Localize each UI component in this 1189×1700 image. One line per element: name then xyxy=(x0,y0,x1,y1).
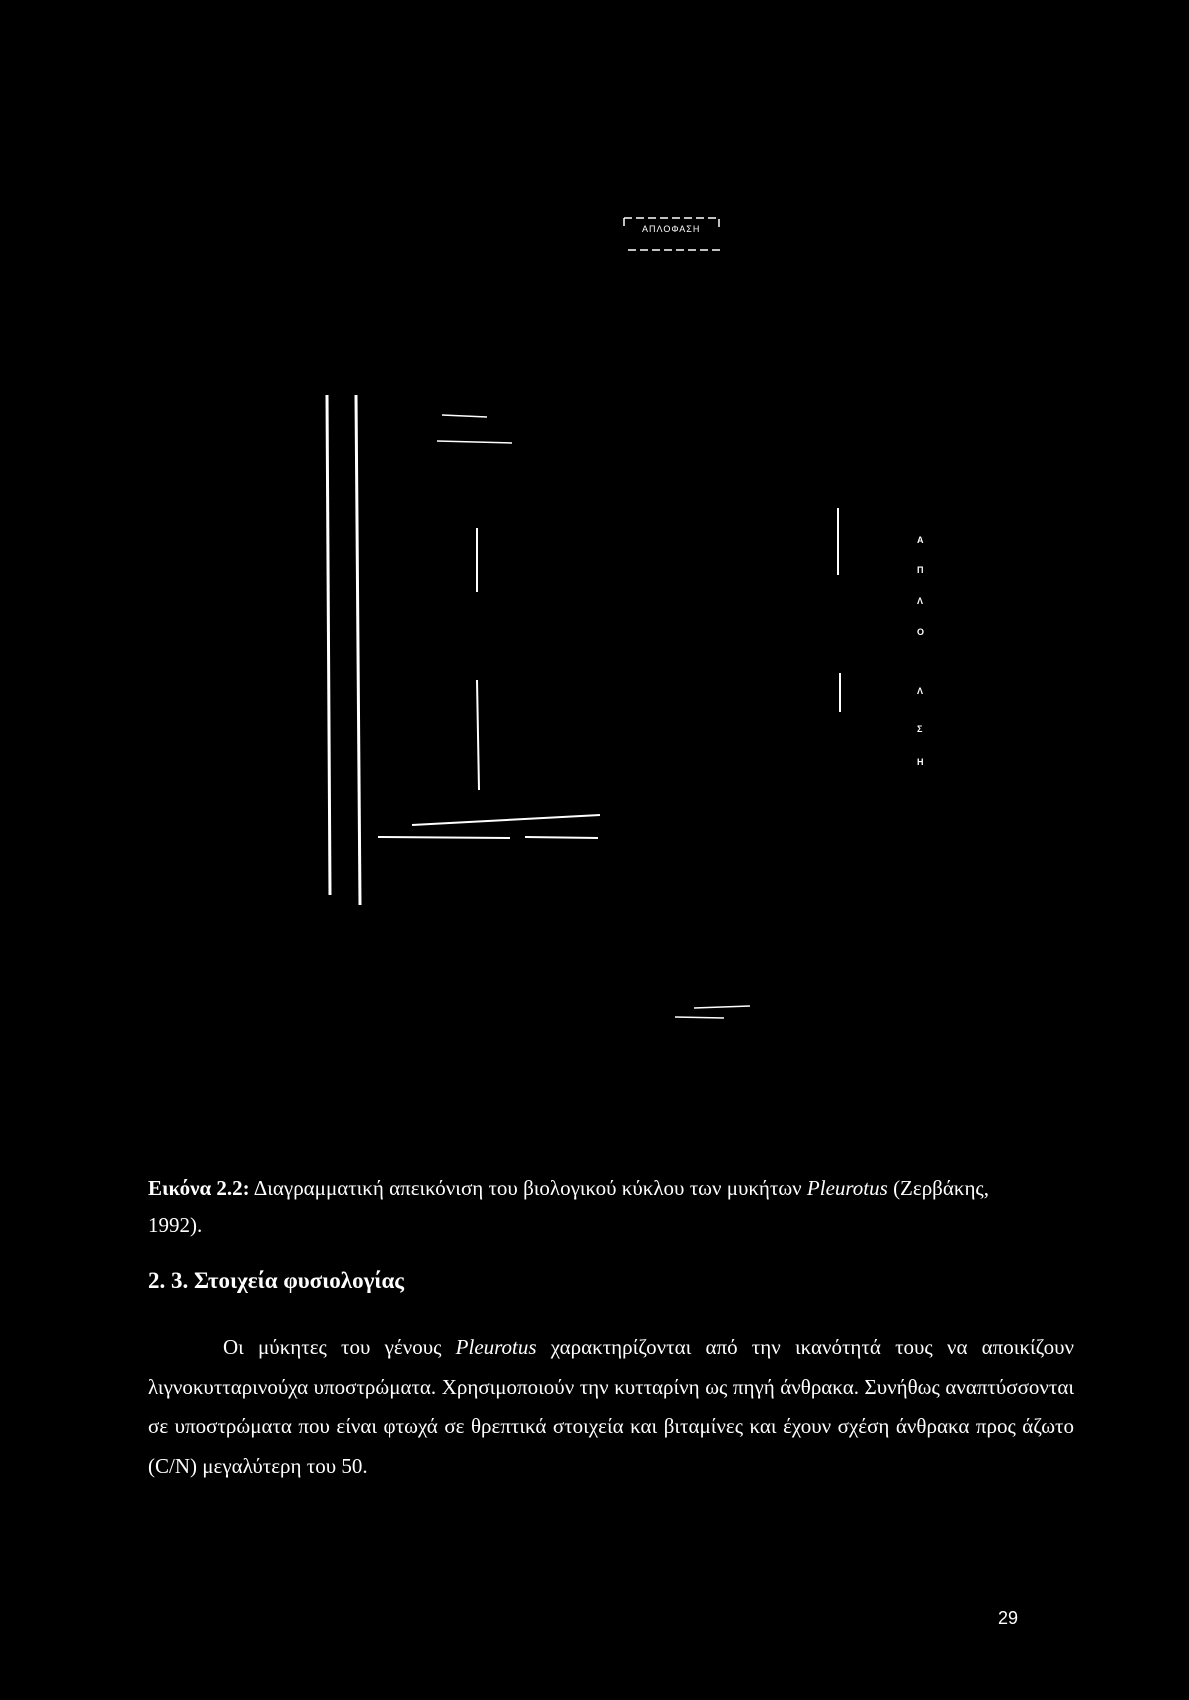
paragraph-part-2: χαρακτηρίζονται από την ικανότητά τους να αποικίζουν λιγνοκυτταρινούχα υποστρώματα. Χρησιμοποιούν την κυτταρίνη ως πηγή άνθρακα. Συνήθως αναπτύσσονται σε υποστρώματα που είναι φτωχά σε θρεπτικά στοιχεία και βιταμίνες και έχουν σχέση άνθρακα προς άζωτο (C/N) μεγαλύτερη του 50. xyxy=(148,1335,1074,1478)
vertical-letter-7: Η xyxy=(917,757,924,767)
caption-text: Διαγραμματική απεικόνιση του βιολογικού κύκλου των μυκήτων xyxy=(249,1176,807,1200)
vertical-letter-2: Π xyxy=(917,565,924,575)
page-number: 29 xyxy=(998,1608,1019,1628)
section-heading: 2. 3. Στοιχεία φυσιολογίας xyxy=(148,1268,404,1293)
lower-hline-2 xyxy=(675,1017,724,1018)
box-label: ΑΠΛΟΦΑΣΗ xyxy=(642,224,701,234)
caption-species: Pleurotus xyxy=(806,1176,888,1200)
vertical-letter-4: Ο xyxy=(917,627,925,637)
figure-caption xyxy=(148,1170,1038,1244)
vertical-letter-3: Λ xyxy=(917,596,924,606)
vertical-letter-6: Σ xyxy=(917,724,923,734)
top-hline-1 xyxy=(442,415,487,417)
caption-label: Εικόνα 2.2: xyxy=(148,1176,250,1200)
left-line-2 xyxy=(356,395,360,905)
paragraph-part-1: Οι μύκητες του γένους xyxy=(223,1335,456,1359)
lower-hline-1 xyxy=(694,1006,750,1008)
caption-text-2: (Ζερβάκης, 1992). xyxy=(148,1176,989,1237)
bottom-hline-3 xyxy=(525,837,598,838)
label-box xyxy=(624,218,724,250)
bottom-hline-1 xyxy=(412,815,600,825)
paragraph-species: Pleurotus xyxy=(455,1335,537,1359)
vertical-letter-1: Α xyxy=(917,535,924,545)
body-paragraph xyxy=(148,1328,1074,1486)
bottom-hline-2 xyxy=(378,837,510,838)
top-hline-2 xyxy=(437,441,512,443)
left-line-1 xyxy=(327,395,330,895)
mid-vline-2 xyxy=(477,680,479,790)
vertical-letter-5: Λ xyxy=(917,686,924,696)
